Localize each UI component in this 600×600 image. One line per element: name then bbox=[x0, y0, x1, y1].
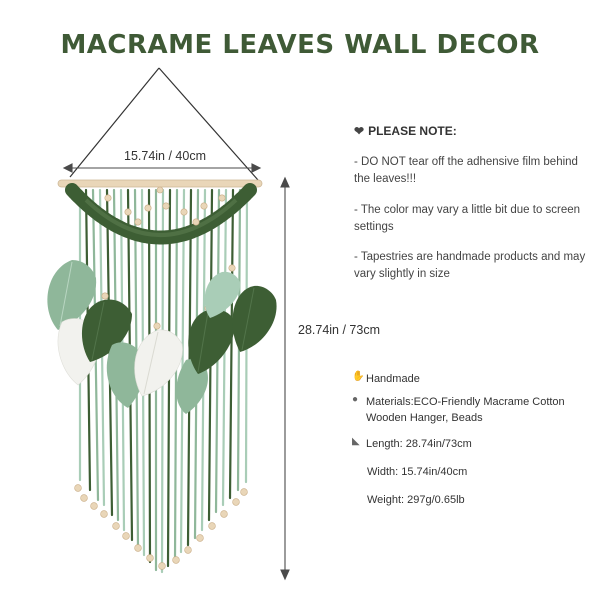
wooden-dowel bbox=[58, 180, 262, 187]
page-title: MACRAME LEAVES WALL DECOR bbox=[60, 30, 540, 60]
spec-weight: Weight: 297g/0.65lb bbox=[367, 494, 465, 506]
spec-width: Width: 15.74in/40cm bbox=[367, 466, 468, 478]
note-item: - Tapestries are handmade products and may vary slightly in size bbox=[354, 251, 586, 280]
materials-line-1: Materials:ECO-Friendly Macrame Cotton bbox=[366, 396, 565, 408]
note-heading bbox=[354, 124, 457, 138]
width-arrow bbox=[64, 164, 260, 172]
width-label: 15.74in / 40cm bbox=[124, 149, 206, 163]
hanging-string bbox=[159, 68, 258, 180]
note-item: - DO NOT tear off the adhensive film behind the leaves!!! bbox=[354, 156, 578, 185]
heart-icon: ❤ bbox=[354, 124, 365, 138]
height-label: 28.74in / 73cm bbox=[298, 323, 380, 337]
ruler-icon: ◣ bbox=[352, 436, 360, 447]
yarn-icon: ● bbox=[352, 394, 359, 405]
note-heading-text: PLEASE NOTE: bbox=[368, 124, 457, 138]
materials-line-2: Wooden Hanger, Beads bbox=[366, 412, 483, 424]
height-arrow bbox=[281, 178, 289, 579]
leaf-dark-right-low bbox=[188, 309, 234, 374]
spec-materials bbox=[352, 394, 565, 426]
spec-handmade: ✋ Handmade bbox=[352, 371, 420, 385]
note-item: - The color may vary a little bit due to screen settings bbox=[354, 204, 581, 233]
hand-icon: ✋ bbox=[352, 371, 365, 382]
spec-length: ◣ Length: 28.74in/73cm bbox=[352, 436, 472, 450]
